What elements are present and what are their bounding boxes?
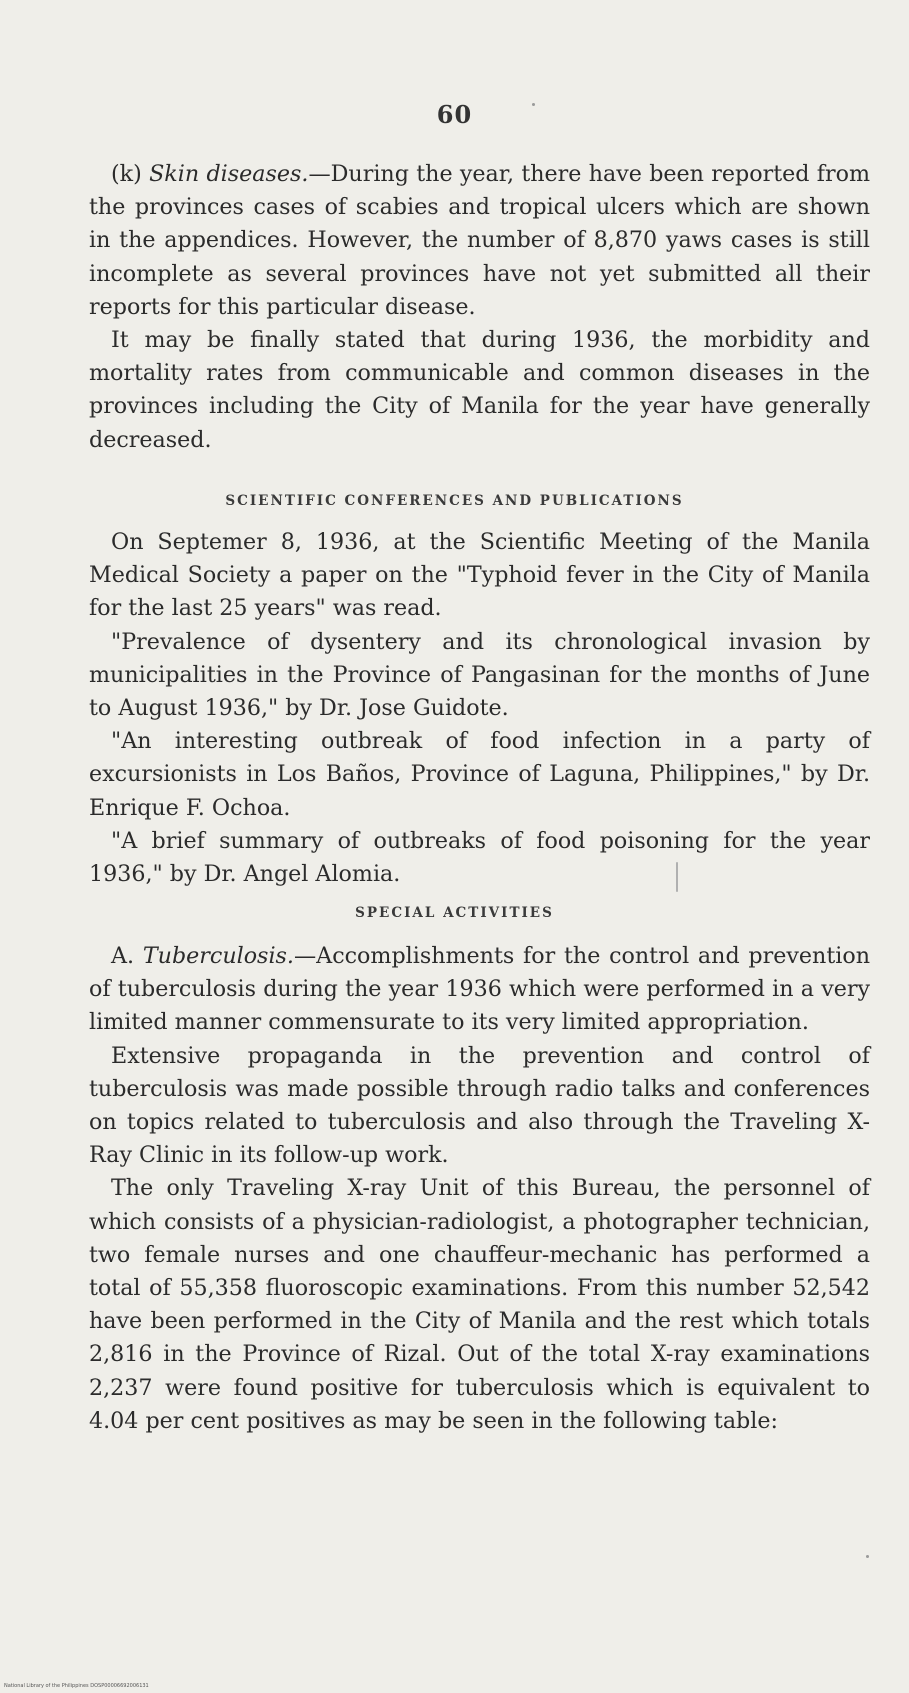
scan-mark [676, 862, 678, 892]
paragraph-dysentery: "Prevalence of dysentery and its chronological invasion by municipalities in the Province of Pangasinan for the months of June to August 1936," by Dr. Jose Guidote. [89, 628, 870, 722]
paragraph-propaganda: Extensive propaganda in the prevention and control of tuberculosis was made possible through radio talks and conferences on topics related to tuberculosis and also through the Traveling X-Ray Clinic in its follow-up work. [89, 1042, 870, 1169]
paragraph-label: A. [111, 943, 135, 969]
paragraph-skin-diseases [89, 158, 870, 324]
paragraph-typhoid: On Septemer 8, 1936, at the Scientific Meeting of the Manila Medical Society a paper on the "Typhoid fever in the City of Manila for the last 25 years" was read. [89, 529, 870, 622]
section-heading-conferences: SCIENTIFIC CONFERENCES AND PUBLICATIONS [225, 493, 684, 509]
scan-speck [532, 103, 535, 106]
skin-diseases-section [89, 158, 870, 457]
paragraph-heading-italic: Tuberculosis. [142, 943, 294, 969]
library-footer: National Library of the Philippines DOSP00006692006131 [4, 1683, 149, 1689]
special-activities-section [89, 940, 870, 1438]
paragraph-text: —During the year, there have been reported from the provinces cases of scabies and tropical ulcers which are shown in the appendices. However, the number of 8,870 yaws cases is still incomplete as several provinces have not yet submitted all their reports for this particular disease. [89, 161, 870, 320]
paragraph-xray-unit: The only Traveling X-ray Unit of this Bureau, the personnel of which consists of a physician-radiologist, a photographer technician, two female nurses and one chauffeur-mechanic has performed a total of 55,358 fluoroscopic examinations. From this number 52,542 have been performed in the City of Manila and the rest which totals 2,816 in the Province of Rizal. Out of the total X-ray examinations 2,237 were found positive for tuberculosis which is equivalent to 4.04 per cent positives as may be seen in the following table: [89, 1175, 870, 1434]
page-number: 60 [436, 100, 473, 129]
paragraph-food-poisoning: "A brief summary of outbreaks of food poisoning for the year 1936," by Dr. Angel Alomia. [89, 827, 870, 888]
paragraph-heading-italic: Skin diseases. [149, 161, 309, 187]
paragraph-text: —Accomplishments for the control and prevention of tuberculosis during the year 1936 which were performed in a very limited manner commensurate to its very limited appropriation. [89, 943, 870, 1036]
paragraph-food-infection: "An interesting outbreak of food infection in a party of excursionists in Los Baños, Province of Laguna, Philippines," by Dr. Enrique F. Ochoa. [89, 728, 870, 821]
scan-speck [866, 1555, 869, 1558]
paragraph-tuberculosis [89, 940, 870, 1040]
section-heading-special-activities: SPECIAL ACTIVITIES [355, 905, 554, 921]
conferences-section [89, 526, 870, 891]
paragraph-label: (k) [111, 161, 142, 187]
paragraph-morbidity: It may be finally stated that during 1936, the morbidity and mortality rates from communicable and common diseases in the provinces including the City of Manila for the year have generally decreased. [89, 327, 870, 453]
